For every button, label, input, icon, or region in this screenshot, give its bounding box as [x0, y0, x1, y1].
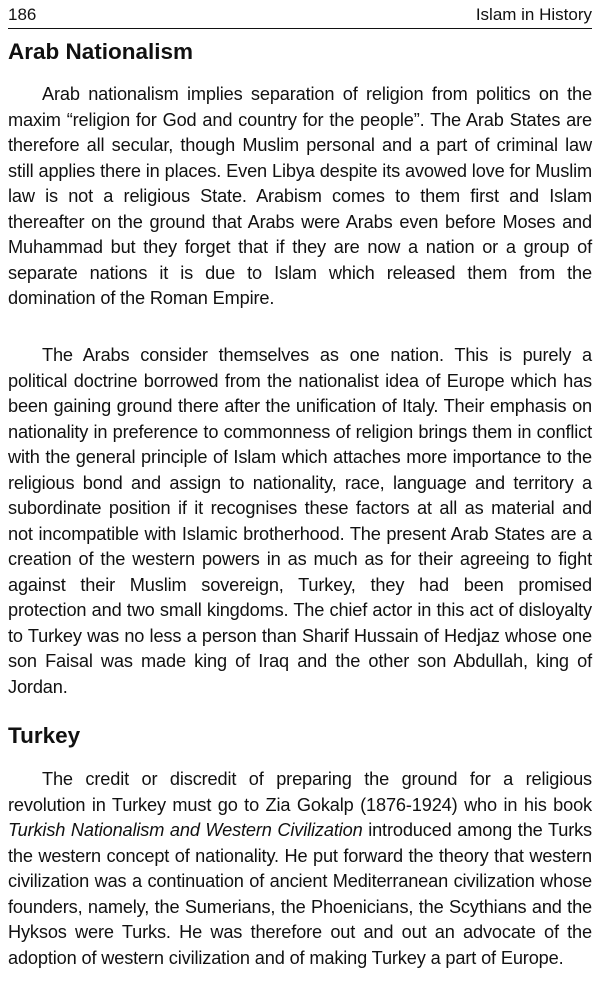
- page-number: 186: [8, 5, 37, 24]
- section-heading-arab-nationalism: Arab Nationalism: [8, 39, 194, 64]
- paragraph-arab-nationalism-1: Arab nationalism implies separation of religion from politics on the maxim “religion for God and country for the people”. The Arab States are therefore all secular, though Muslim personal and a part of criminal law still applies there in places. Even Libya despite its avowed love for Muslim law is not a religious State. Arabism comes to them first and Islam thereafter on the ground that Arabs were Arabs even before Moses and Muhammad but they forget that if they are now a nation or a group of separate nations it is due to Islam which released them from the domination of the Roman Empire.: [8, 84, 592, 308]
- paragraph-turkey-text-after: introduced among the Turks the western concept of nationality. He put forward the theory that western civilization was a continuation of ancient Mediterranean civilization whose founders, namely, the Sumerians, the Phoenicians, the Scythians and the Hyksos were Turks. He was therefore out and out an advocate of the adoption of western civilization and of making Turkey a part of Europe.: [8, 820, 592, 968]
- running-title: Islam in History: [475, 5, 592, 24]
- section-heading-turkey: Turkey: [8, 723, 81, 748]
- running-header: [8, 4, 592, 29]
- paragraph-turkey-text-before: The credit or discredit of preparing the ground for a religious revolution in Turkey must go to Zia Gokalp (1876-1924) who in his book: [8, 769, 592, 815]
- book-page: [8, 0, 592, 992]
- paragraph-arab-nationalism-2: The Arabs consider themselves as one nation. This is purely a political doctrine borrowed from the nationalist idea of Europe which has been gaining ground there after the unification of Italy. Their emphasis on nationality in preference to commonness of religion brings them in conflict with the general principle of Islam which attaches more importance to the religious bond and assign to nationality, race, language and territory a subordinate position if it recognises these factors at all as material and not incompatible with Islamic brotherhood. The present Arab States are a creation of the western powers in as much as for their agreeing to fight against their Muslim sovereign, Turkey, they had been promised protection and two small kingdoms. The chief actor in this act of disloyalty to Turkey was no less a person than Sharif Hussain of Hedjaz whose one son Faisal was made king of Iraq and the other son Abdullah, king of Jordan.: [8, 345, 592, 697]
- book-title: Turkish Nationalism and Western Civilization: [8, 820, 363, 840]
- paragraph-turkey: [8, 767, 592, 971]
